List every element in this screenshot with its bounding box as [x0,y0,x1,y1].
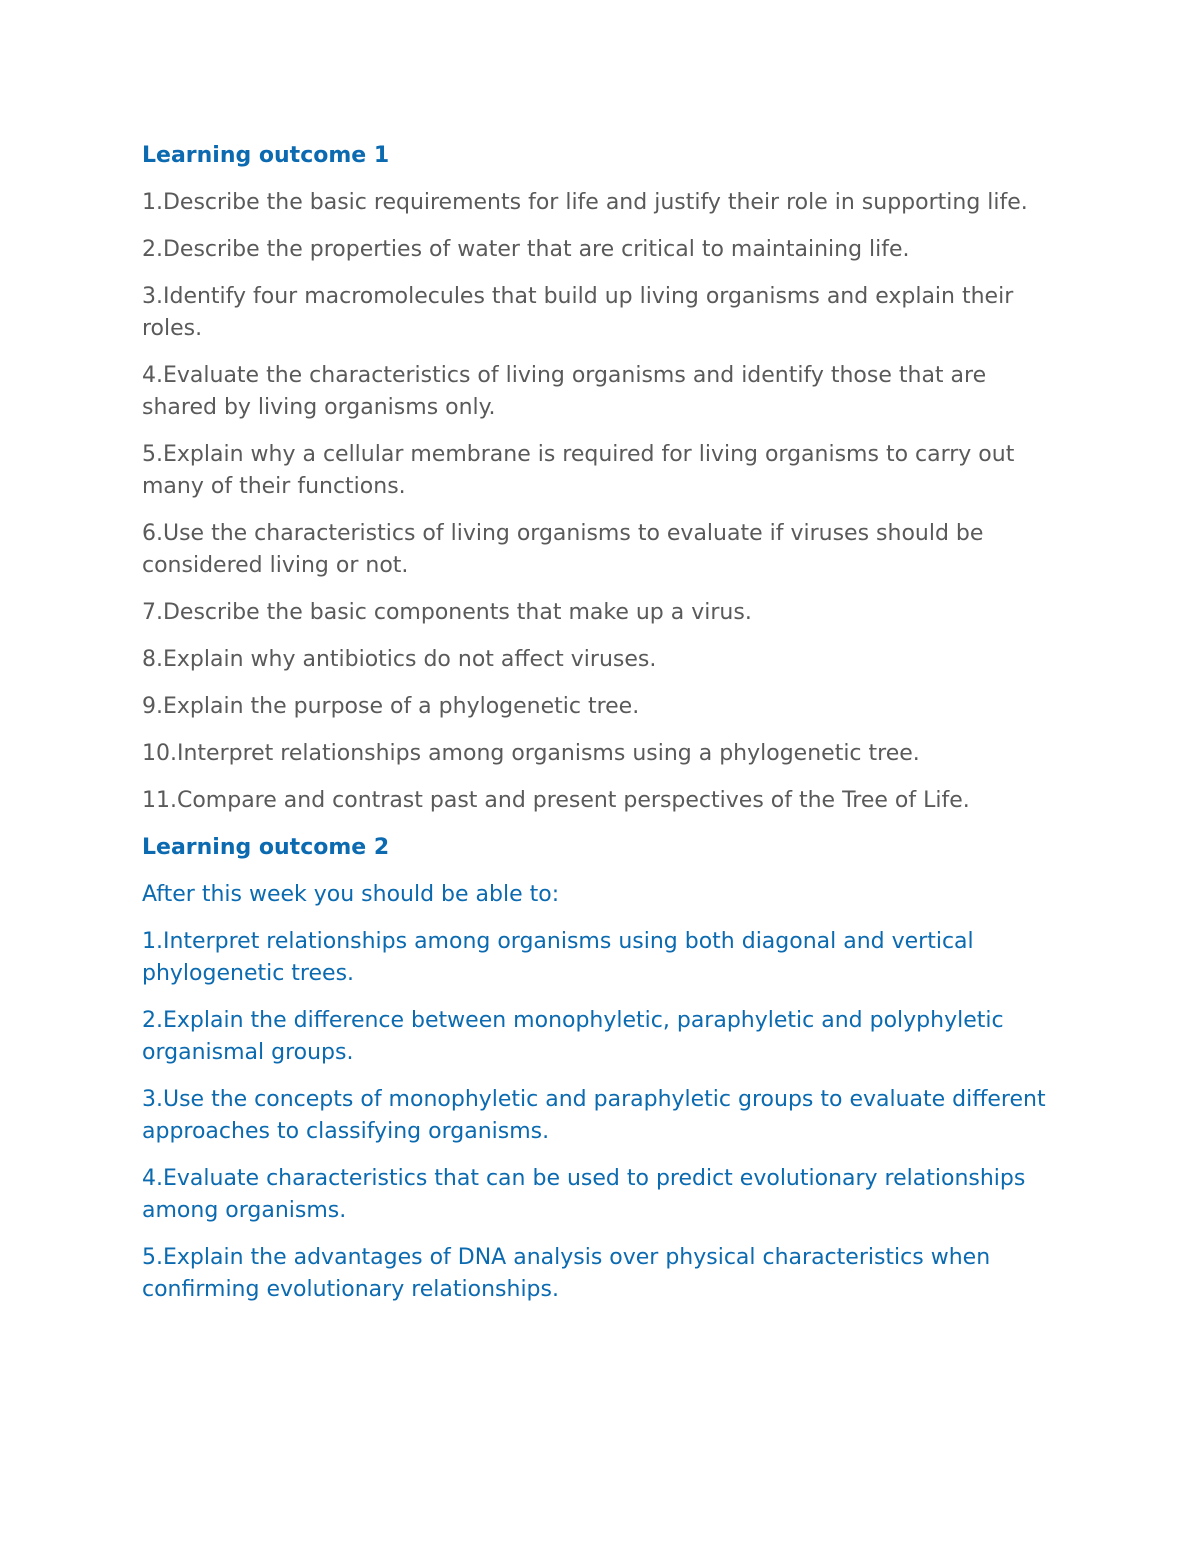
outcome1-item-2: 2.Describe the properties of water that are critical to maintaining life. [142,237,910,262]
outcome1-item-4: 4.Evaluate the characteristics of living organisms and identify those that are shared by living organisms only. [142,363,987,420]
outcome1-item-6: 6.Use the characteristics of living organisms to evaluate if viruses should be considered living or not. [142,521,984,578]
section1-heading: Learning outcome 1 [142,143,390,168]
outcome1-item-10: 10.Interpret relationships among organisms using a phylogenetic tree. [142,741,920,766]
document-page [142,140,1062,1321]
section2-heading: Learning outcome 2 [142,835,390,860]
outcome1-item-3: 3.Identify four macromolecules that build up living organisms and explain their roles. [142,284,1014,341]
outcome2-item-4: 4.Evaluate characteristics that can be used to predict evolutionary relationships among organisms. [142,1166,1026,1223]
outcome1-item-11: 11.Compare and contrast past and present perspectives of the Tree of Life. [142,788,970,813]
outcome1-item-8: 8.Explain why antibiotics do not affect viruses. [142,647,657,672]
outcome1-item-7: 7.Describe the basic components that make up a virus. [142,600,752,625]
outcome1-item-5: 5.Explain why a cellular membrane is required for living organisms to carry out many of their functions. [142,442,1015,499]
outcome2-item-3: 3.Use the concepts of monophyletic and paraphyletic groups to evaluate different approaches to classifying organisms. [142,1087,1046,1144]
outcome2-item-1: 1.Interpret relationships among organisms using both diagonal and vertical phylogenetic trees. [142,929,974,986]
outcome2-item-2: 2.Explain the difference between monophyletic, paraphyletic and polyphyletic organismal groups. [142,1008,1004,1065]
outcome1-item-9: 9.Explain the purpose of a phylogenetic tree. [142,694,640,719]
outcome2-item-5: 5.Explain the advantages of DNA analysis over physical characteristics when confirming evolutionary relationships. [142,1245,991,1302]
outcome1-item-1: 1.Describe the basic requirements for life and justify their role in supporting life. [142,190,1028,215]
section2-intro: After this week you should be able to: [142,882,560,907]
